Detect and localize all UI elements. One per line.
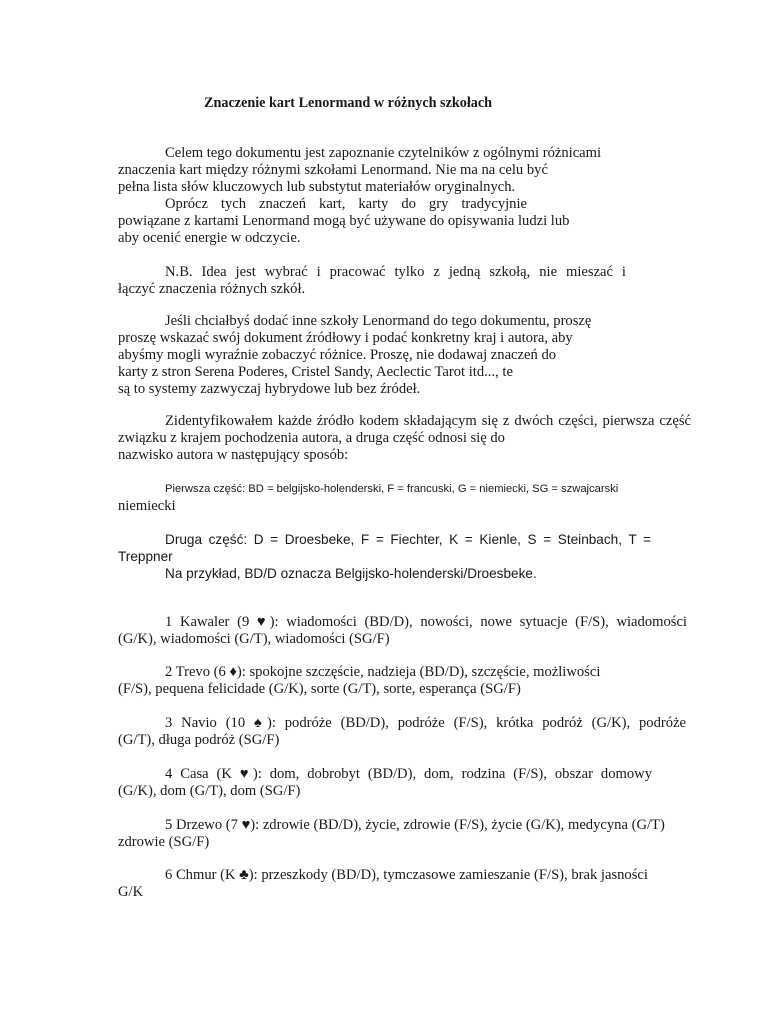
code-example: Na przykład, BD/D oznacza Belgijsko-holenderski/Droesbeke.	[165, 566, 537, 581]
card-6-line-1: 6 Chmur (K ♣): przeszkody (BD/D), tymczasowe zamieszanie (F/S), brak jasności	[165, 867, 648, 883]
intro-line-2: znaczenia kart między różnymi szkołami Lenormand. Nie ma na celu być	[118, 162, 548, 178]
card-3-line-1: 3 Navio (10 ♠): podróże (BD/D), podróże (F/S), krótka podróż (G/K), podróże	[165, 715, 686, 731]
card-4-line-1: 4 Casa (K ♥): dom, dobrobyt (BD/D), dom, rodzina (F/S), obszar domowy	[165, 766, 652, 782]
second-part-legend-wrap: Treppner	[118, 549, 173, 564]
schools-line-3: abyśmy mogli wyraźnie zobaczyć różnice. Proszę, nie dodawaj znaczeń do	[118, 347, 557, 363]
schools-line-2: proszę wskazać swój dokument źródłowy i podać konkretny kraj i autora, aby	[118, 330, 573, 346]
card-5-line-1: 5 Drzewo (7 ♥): zdrowie (BD/D), życie, zdrowie (F/S), życie (G/K), medycyna (G/T)	[165, 817, 665, 833]
intro-line-1: Celem tego dokumentu jest zapoznanie czytelników z ogólnymi różnicami	[165, 145, 602, 161]
nb-line-2: łączyć znaczenia różnych szkół.	[118, 281, 306, 297]
intro-line-3: pełna lista słów kluczowych lub substytut materiałów oryginalnych.	[118, 179, 516, 195]
card-5-line-2: zdrowie (SG/F)	[118, 834, 210, 850]
second-part-legend: Druga część: D = Droesbeke, F = Fiechter, K = Kienle, S = Steinbach, T =	[165, 532, 651, 547]
intro-line-4: Oprócz tych znaczeń kart, karty do gry tradycyjnie	[165, 196, 527, 212]
codes-line-2: związku z krajem pochodzenia autora, a druga część odnosi się do	[118, 430, 505, 446]
card-2-line-2: (F/S), pequena felicidade (G/K), sorte (G/T), sorte, esperança (SG/F)	[118, 681, 521, 697]
card-3-line-2: (G/T), długa podróż (SG/F)	[118, 732, 280, 748]
schools-line-4: karty z stron Serena Poderes, Cristel Sandy, Aeclectic Tarot itd..., te	[118, 364, 513, 380]
card-4-line-2: (G/K), dom (G/T), dom (SG/F)	[118, 783, 301, 799]
codes-line-1: Zidentyfikowałem każde źródło kodem składającym się z dwóch części, pierwsza część	[165, 413, 691, 429]
first-part-legend: Pierwsza część: BD = belgijsko-holenderski, F = francuski, G = niemiecki, SG = szwajcarski	[165, 483, 619, 495]
card-2-line-1: 2 Trevo (6 ♦): spokojne szczęście, nadzieja (BD/D), szczęście, możliwości	[165, 664, 601, 680]
intro-line-5: powiązane z kartami Lenormand mogą być używane do opisywania ludzi lub	[118, 213, 570, 229]
codes-line-3: nazwisko autora w następujący sposób:	[118, 447, 349, 463]
card-6-line-2: G/K	[118, 884, 144, 900]
page-title: Znaczenie kart Lenormand w różnych szkołach	[204, 95, 493, 111]
schools-line-5: są to systemy zazwyczaj hybrydowe lub bez źródeł.	[118, 381, 421, 397]
card-1-line-2: (G/K), wiadomości (G/T), wiadomości (SG/F)	[118, 631, 390, 647]
card-1-line-1: 1 Kawaler (9 ♥): wiadomości (BD/D), nowości, nowe sytuacje (F/S), wiadomości	[165, 614, 687, 630]
first-part-legend-wrap: niemiecki	[118, 498, 176, 514]
nb-line-1: N.B. Idea jest wybrać i pracować tylko z jedną szkołą, nie mieszać i	[165, 264, 626, 280]
schools-line-1: Jeśli chciałbyś dodać inne szkoły Lenormand do tego dokumentu, proszę	[165, 313, 592, 329]
intro-line-6: aby ocenić energie w odczycie.	[118, 230, 301, 246]
